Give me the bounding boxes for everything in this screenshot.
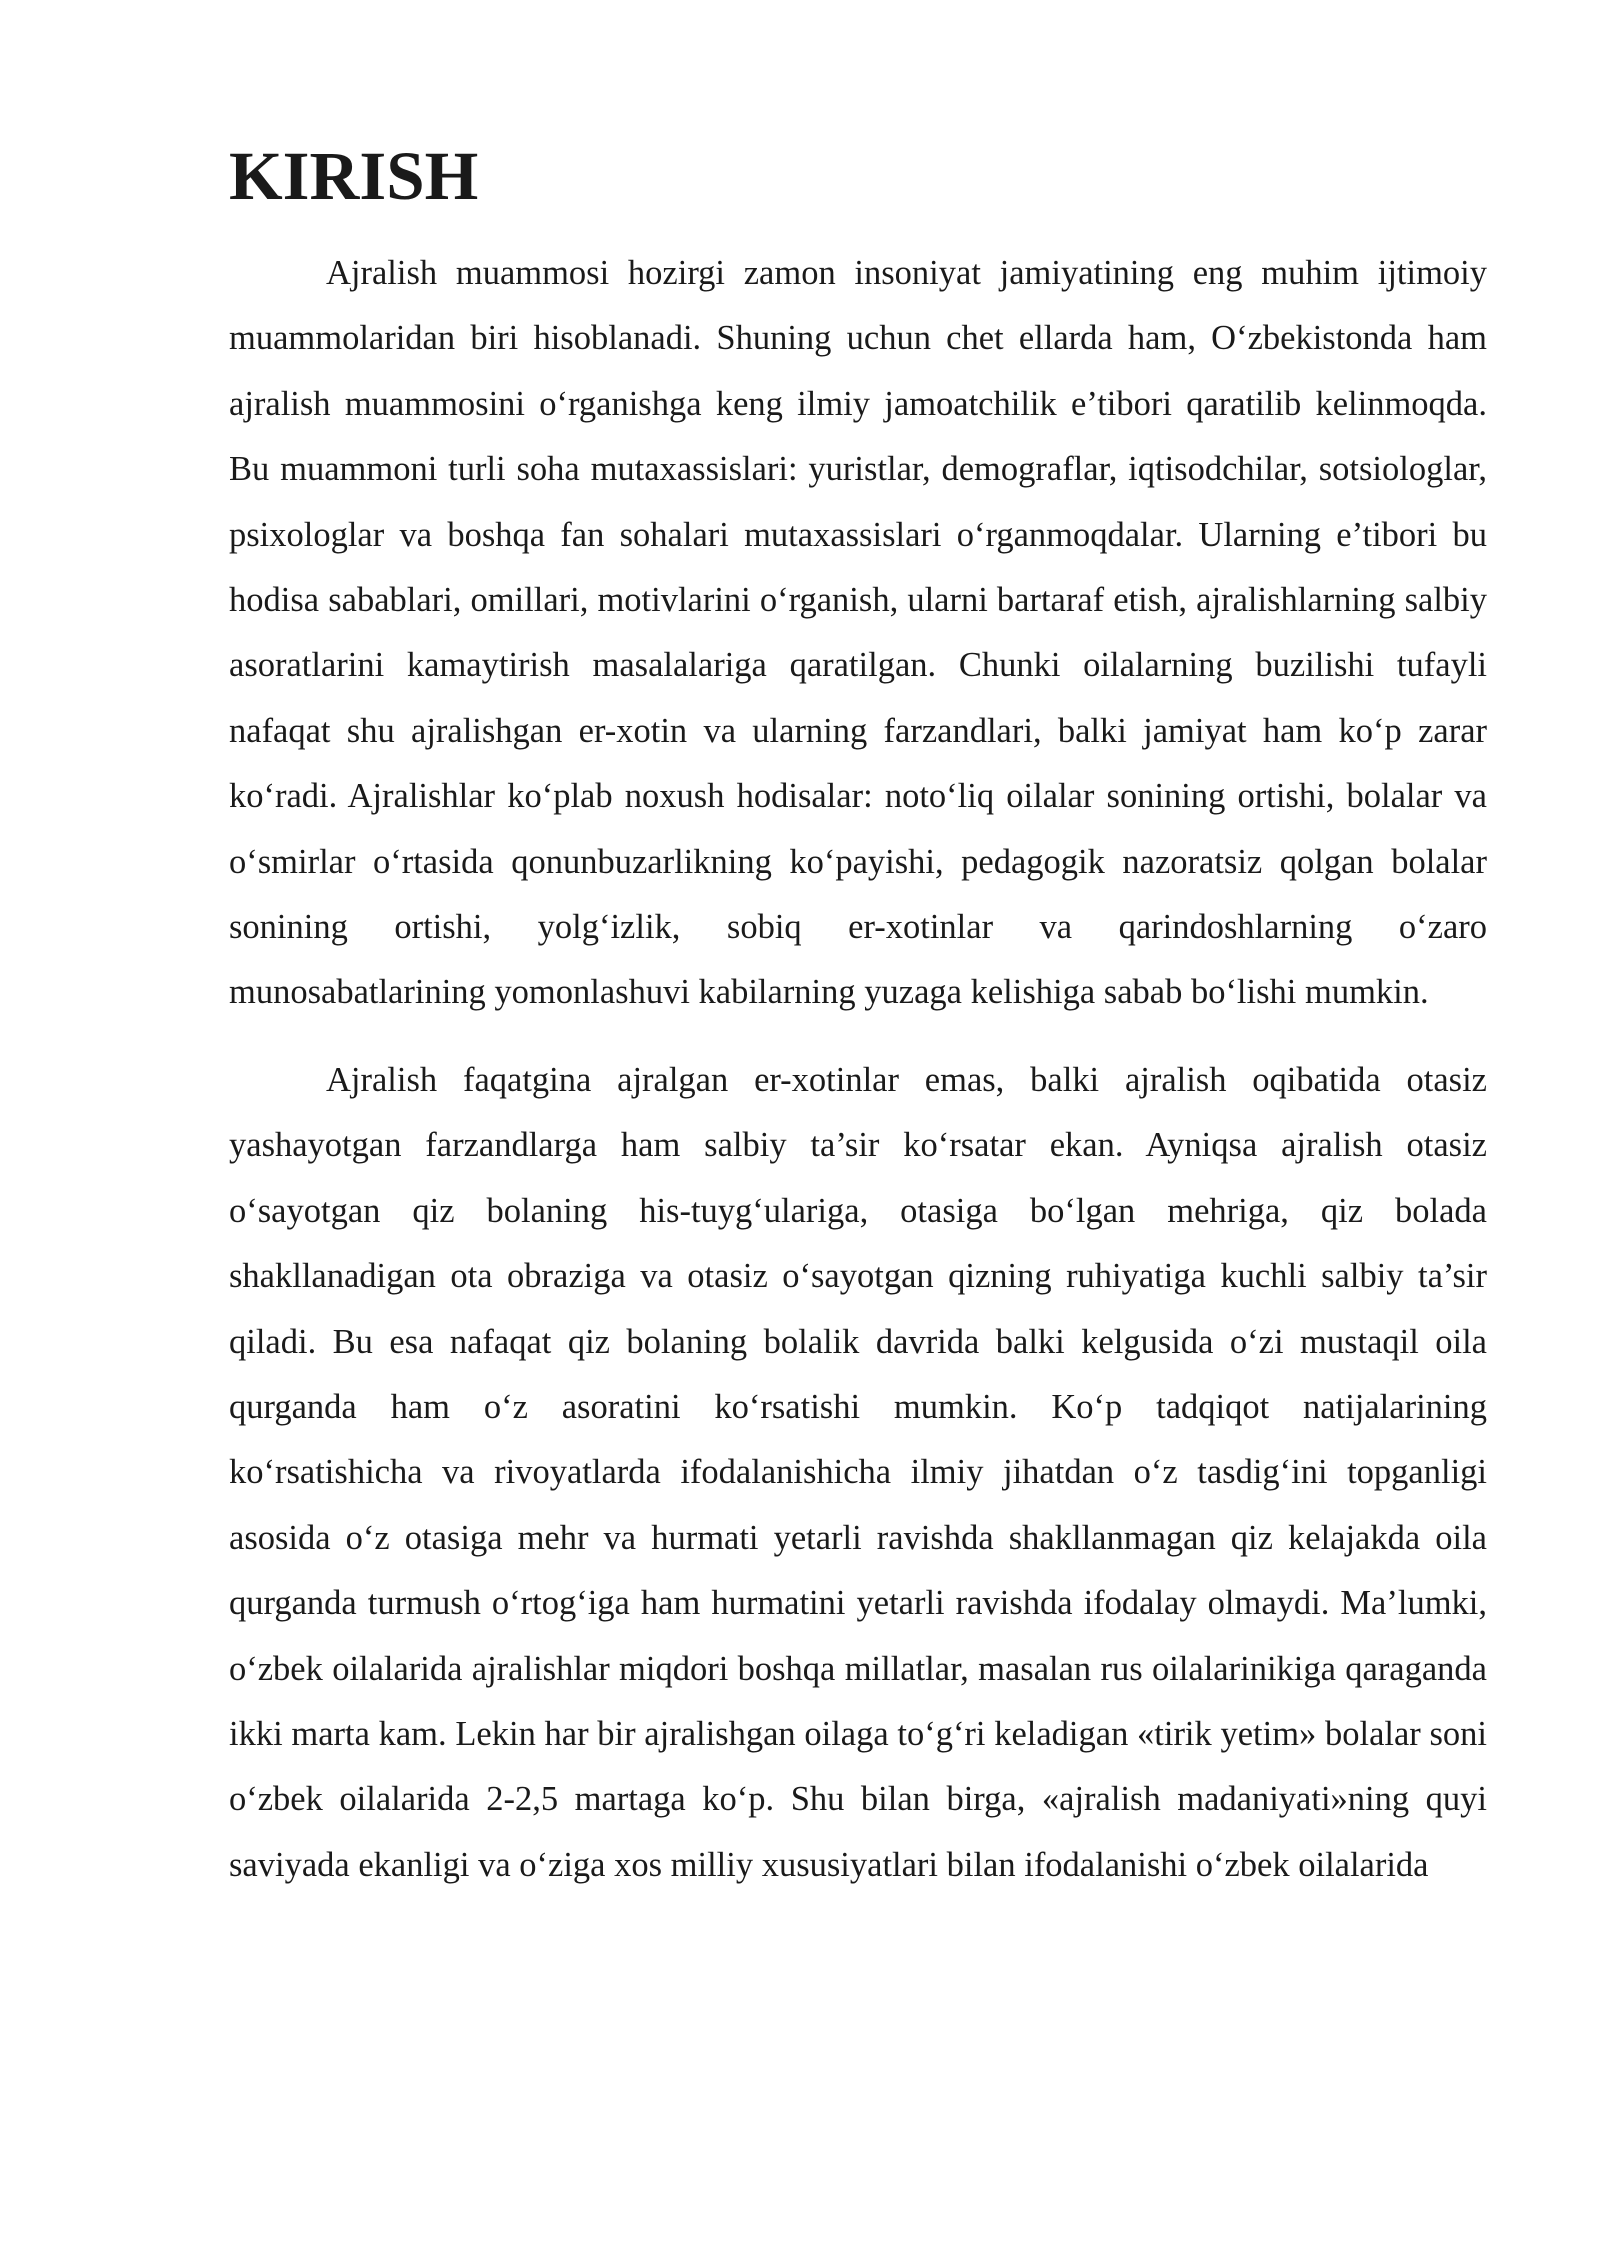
paragraph-2: Ajralish faqatgina ajralgan er-xotinlar emas, balki ajralish oqibatida otasiz yashayotgan farzandlarga ham salbiy ta’sir ko‘rsatar ekan. Ayniqsa ajralish otasiz o‘sayotgan qiz bolaning his-tuyg‘ulariga, otasiga bo‘lgan mehriga, qiz bolada shakllanadigan ota obraziga va otasiz o‘sayotgan qizning ruhiyatiga kuchli salbiy ta’sir qiladi. Bu esa nafaqat qiz bolaning bolalik davrida balki kelgusida o‘zi mustaqil oila qurganda ham o‘z asoratini ko‘rsatishi mumkin. Ko‘p tadqiqot natijalarining ko‘rsatishicha va rivoyatlarda ifodalanishicha ilmiy jihatdan o‘z tasdig‘ini topganligi asosida o‘z otasiga mehr va hurmati yetarli ravishda shakllanmagan qiz kelajakda oila qurganda turmush o‘rtog‘iga ham hurmatini yetarli ravishda ifodalay olmaydi. Ma’lumki, o‘zbek oilalarida ajralishlar miqdori boshqa millatlar, masalan rus oilalarinikiga qaraganda ikki marta kam. Lekin har bir ajralishgan oilaga to‘g‘ri keladigan «tirik yetim» bolalar soni o‘zbek oilalarida 2-2,5 martaga ko‘p. Shu bilan birga, «ajralish madaniyati»ning quyi saviyada ekanligi va o‘ziga xos milliy xususiyatlari bilan ifodalanishi o‘zbek oilalarida bbox=[229, 1060, 1487, 1884]
paragraph-1: Ajralish muammosi hozirgi zamon insoniyat jamiyatining eng muhim ijtimoiy muammolaridan biri hisoblanadi. Shuning uchun chet ellarda ham, O‘zbekistonda ham ajralish muammosini o‘rganishga keng ilmiy jamoatchilik e’tibori qaratilib kelinmoqda. Bu muammoni turli soha mutaxassislari: yuristlar, demograflar, iqtisodchilar, sotsiologlar, psixologlar va boshqa fan sohalari mutaxassislari o‘rganmoqdalar. Ularning e’tibori bu hodisa sabablari, omillari, motivlarini o‘rganish, ularni bartaraf etish, ajralishlarning salbiy asoratlarini kamaytirish masalalariga qaratilgan. Chunki oilalarning buzilishi tufayli nafaqat shu ajralishgan er-xotin va ularning farzandlari, balki jamiyat ham ko‘p zarar ko‘radi. Ajralishlar ko‘plab noxush hodisalar: noto‘liq oilalar sonining ortishi, bolalar va o‘smirlar o‘rtasida qonunbuzarlikning ko‘payishi, pedagogik nazoratsiz qolgan bolalar sonining ortishi, yolg‘izlik, sobiq er-xotinlar va qarindoshlarning o‘zaro munosabatlarining yomonlashuvi kabilarning yuzaga kelishiga sabab bo‘lishi mumkin. bbox=[229, 254, 1487, 1012]
section-heading: KIRISH bbox=[229, 138, 479, 214]
document-body bbox=[229, 138, 1487, 1898]
